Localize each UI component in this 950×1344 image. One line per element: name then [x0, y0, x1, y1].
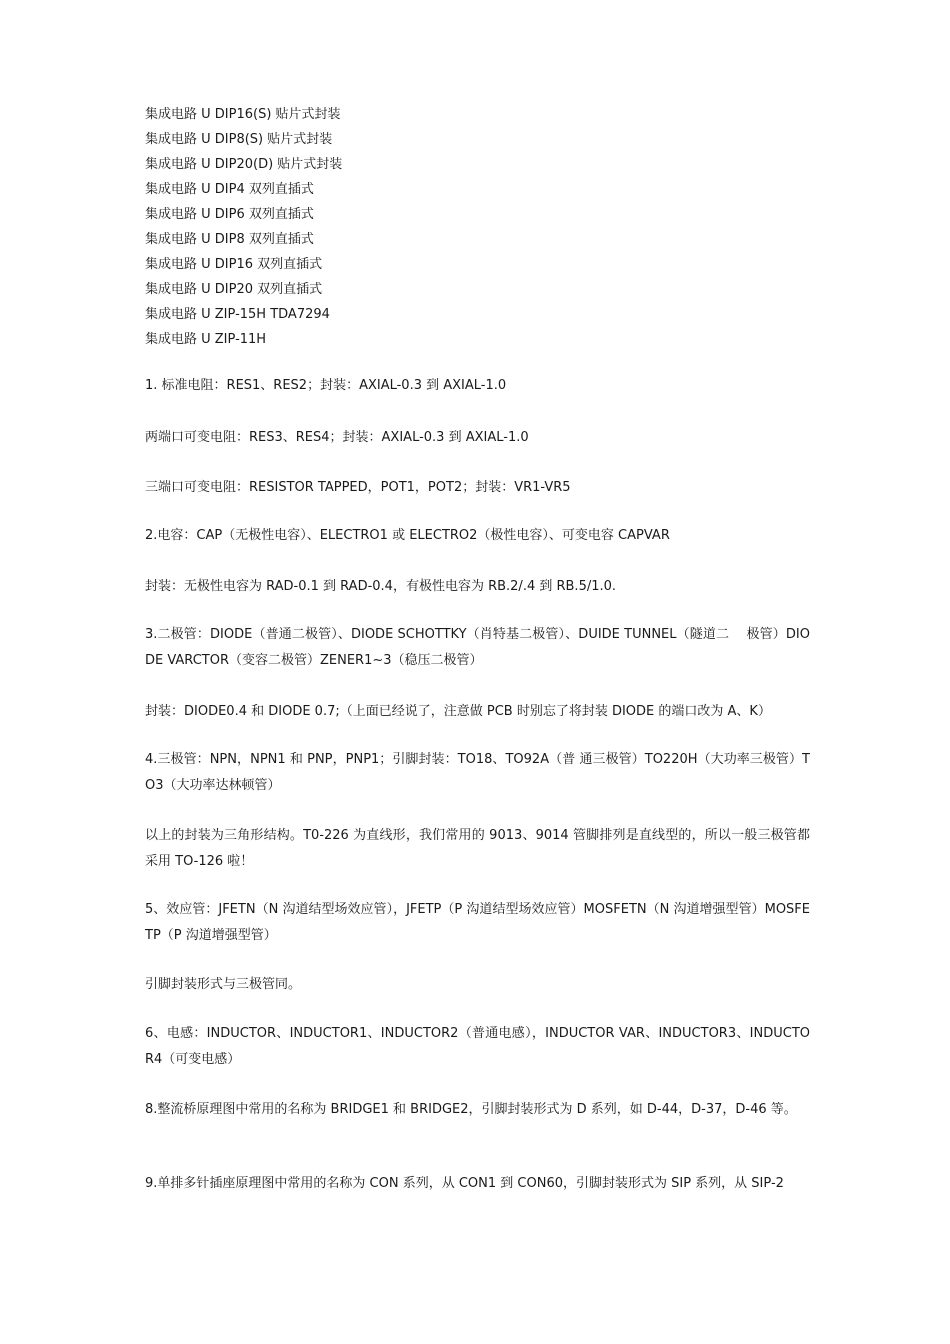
- list-item: 集成电路 U DIP4 双列直插式: [145, 182, 314, 197]
- fet-paragraph: 5、效应管：JFETN（N 沟道结型场效应管），JFETP（P 沟道结型场效应管）MOSFETN（N 沟道增强型管）MOSFETP（P 沟道增强型管）: [145, 902, 810, 943]
- ic-package-list: [145, 104, 815, 354]
- bridge-paragraph: 8.整流桥原理图中常用的名称为 BRIDGE1 和 BRIDGE2，引脚封装形式为 D 系列，如 D-44，D-37，D-46 等。: [145, 1102, 797, 1117]
- diode-package-paragraph: 封装：DIODE0.4 和 DIODE 0.7;（上面已经说了，注意做 PCB 时别忘了将封装 DIODE 的端口改为 A、K）: [145, 704, 771, 719]
- capacitor-paragraph: 2.电容：CAP（无极性电容）、ELECTRO1 或 ELECTRO2（极性电容）、可变电容 CAPVAR: [145, 528, 670, 543]
- list-item: 集成电路 U DIP8 双列直插式: [145, 232, 314, 247]
- list-item: 集成电路 U ZIP-15H TDA7294: [145, 307, 330, 322]
- diode-paragraph: 3.二极管：DIODE（普通二极管）、DIODE SCHOTTKY（肖特基二极管）、DUIDE TUNNEL（隧道二 极管）DIODE VARCTOR（变容二极管）ZENER1~3（稳压二极管）: [145, 627, 810, 668]
- list-item: 集成电路 U ZIP-11H: [145, 332, 267, 347]
- fet-package-paragraph: 引脚封装形式与三极管同。: [145, 977, 302, 992]
- list-item: 集成电路 U DIP20 双列直插式: [145, 282, 323, 297]
- list-item: 集成电路 U DIP20(D) 贴片式封装: [145, 157, 343, 172]
- connector-paragraph: 9.单排多针插座原理图中常用的名称为 CON 系列，从 CON1 到 CON60，引脚封装形式为 SIP 系列，从 SIP-2: [145, 1176, 784, 1191]
- list-item: 集成电路 U DIP6 双列直插式: [145, 207, 314, 222]
- transistor-paragraph: 4.三极管：NPN，NPN1 和 PNP，PNP1；引脚封装：TO18、TO92A（普 通三极管）TO220H（大功率三极管）TO3（大功率达林顿管）: [145, 752, 810, 793]
- resistor-three-port-paragraph: 三端口可变电阻：RESISTOR TAPPED，POT1，POT2；封装：VR1-VR5: [145, 480, 571, 495]
- inductor-paragraph: 6、电感：INDUCTOR、INDUCTOR1、INDUCTOR2（普通电感），INDUCTOR VAR、INDUCTOR3、INDUCTOR4（可变电感）: [145, 1026, 810, 1067]
- list-item: 集成电路 U DIP16(S) 贴片式封装: [145, 107, 341, 122]
- resistor-two-port-paragraph: 两端口可变电阻：RES3、RES4；封装：AXIAL-0.3 到 AXIAL-1.0: [145, 430, 529, 445]
- transistor-note-paragraph: 以上的封装为三角形结构。T0-226 为直线形，我们常用的 9013、9014 管脚排列是直线型的，所以一般三极管都采用 TO-126 啦！: [145, 828, 810, 869]
- list-item: 集成电路 U DIP8(S) 贴片式封装: [145, 132, 333, 147]
- list-item: 集成电路 U DIP16 双列直插式: [145, 257, 323, 272]
- capacitor-package-paragraph: 封装：无极性电容为 RAD-0.1 到 RAD-0.4，有极性电容为 RB.2/.4 到 RB.5/1.0.: [145, 579, 617, 594]
- resistor-standard-paragraph: 1. 标准电阻：RES1、RES2；封装：AXIAL-0.3 到 AXIAL-1.0: [145, 378, 507, 393]
